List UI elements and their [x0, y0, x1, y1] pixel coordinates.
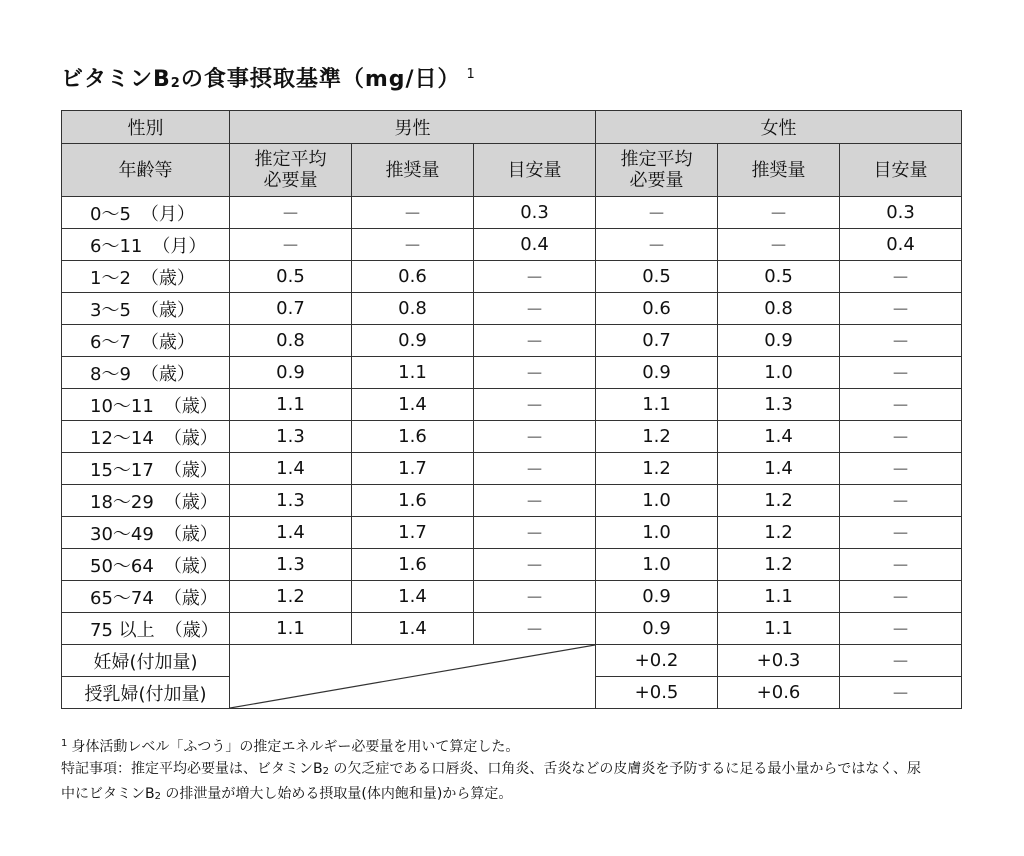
table-row — [62, 517, 962, 549]
age-cell: 6～7 （歳） — [62, 325, 230, 357]
header-male-ear: 推定平均 必要量 — [230, 144, 352, 197]
age-cell: 6～11 （月） — [62, 229, 230, 261]
age-cell: 30～49 （歳） — [62, 517, 230, 549]
header-female-ai: 目安量 — [840, 144, 962, 197]
title-subscript: 2 — [170, 76, 181, 91]
value-cell: 0.9 — [596, 357, 718, 389]
value-cell: 0.9 — [596, 613, 718, 645]
value-cell: － — [474, 293, 596, 325]
value-cell: 1.6 — [352, 421, 474, 453]
value-cell: － — [474, 485, 596, 517]
value-cell: － — [840, 325, 962, 357]
value-cell: － — [840, 677, 962, 709]
header-row-measures — [62, 144, 962, 197]
header-female-ear: 推定平均 必要量 — [596, 144, 718, 197]
header-male: 男性 — [230, 111, 596, 144]
diagonal-line — [230, 645, 595, 708]
age-cell: 12～14 （歳） — [62, 421, 230, 453]
value-cell: 1.6 — [352, 485, 474, 517]
title-footnote-mark: 1 — [466, 67, 476, 82]
value-cell: － — [840, 261, 962, 293]
age-cell: 15～17 （歳） — [62, 453, 230, 485]
footnotes — [61, 733, 981, 808]
value-cell: － — [840, 389, 962, 421]
value-cell: － — [352, 229, 474, 261]
value-cell: － — [474, 325, 596, 357]
special-note-cont: 中にビタミン$B_2$ の排泄量が増大し始める摂取量(体内飽和量)から算定。 — [61, 786, 513, 802]
value-cell: 0.8 — [230, 325, 352, 357]
table-row — [62, 293, 962, 325]
value-cell: － — [474, 357, 596, 389]
value-cell: 1.1 — [718, 613, 840, 645]
value-cell: 1.1 — [230, 613, 352, 645]
value-cell: 1.2 — [596, 453, 718, 485]
value-cell: +0.6 — [718, 677, 840, 709]
table-row — [62, 421, 962, 453]
value-cell: 1.3 — [230, 549, 352, 581]
value-cell: 0.3 — [840, 197, 962, 229]
value-cell: +0.5 — [596, 677, 718, 709]
table-row — [62, 485, 962, 517]
value-cell: － — [352, 197, 474, 229]
value-cell: 1.4 — [352, 581, 474, 613]
value-cell: 0.9 — [352, 325, 474, 357]
value-cell: － — [840, 453, 962, 485]
value-cell: 0.9 — [230, 357, 352, 389]
header-age: 年齢等 — [62, 144, 230, 197]
value-cell: 1.2 — [718, 549, 840, 581]
value-cell: － — [230, 197, 352, 229]
value-cell: 1.3 — [230, 421, 352, 453]
table-row-additional — [62, 645, 962, 677]
table-row — [62, 581, 962, 613]
value-cell: － — [474, 517, 596, 549]
value-cell: 1.6 — [352, 549, 474, 581]
value-cell: 1.0 — [596, 485, 718, 517]
age-cell: 1～2 （歳） — [62, 261, 230, 293]
value-cell: － — [840, 581, 962, 613]
value-cell: 0.3 — [474, 197, 596, 229]
value-cell: 1.2 — [230, 581, 352, 613]
age-cell: 8～9 （歳） — [62, 357, 230, 389]
value-cell: － — [596, 229, 718, 261]
table-row — [62, 261, 962, 293]
footnote-1: $^1$ 身体活動レベル「ふつう」の推定エネルギー必要量を用いて算定した。 — [61, 738, 520, 755]
value-cell: 0.5 — [596, 261, 718, 293]
table-row — [62, 357, 962, 389]
value-cell: 1.2 — [596, 421, 718, 453]
value-cell: 1.0 — [718, 357, 840, 389]
value-cell: 1.3 — [230, 485, 352, 517]
value-cell: 1.1 — [352, 357, 474, 389]
value-cell: － — [840, 613, 962, 645]
value-cell: 0.5 — [718, 261, 840, 293]
age-cell: 0～5 （月） — [62, 197, 230, 229]
value-cell: 1.0 — [596, 517, 718, 549]
value-cell: － — [474, 389, 596, 421]
value-cell: － — [474, 261, 596, 293]
value-cell: － — [840, 293, 962, 325]
value-cell: 0.9 — [596, 581, 718, 613]
value-cell: 0.7 — [596, 325, 718, 357]
age-cell: 50～64 （歳） — [62, 549, 230, 581]
special-note: 特記事項：推定平均必要量は、ビタミン$B_2$ の欠乏症である口唇炎、口角炎、舌炎などの皮膚炎を予防するに足る最小量からではなく、尿 — [61, 761, 922, 777]
value-cell: － — [230, 229, 352, 261]
table-row — [62, 197, 962, 229]
table-row — [62, 549, 962, 581]
age-cell: 18～29 （歳） — [62, 485, 230, 517]
value-cell: － — [474, 613, 596, 645]
value-cell: +0.3 — [718, 645, 840, 677]
value-cell: 0.8 — [352, 293, 474, 325]
value-cell: － — [474, 421, 596, 453]
not-applicable-cell — [230, 645, 596, 709]
age-cell: 3～5 （歳） — [62, 293, 230, 325]
value-cell: 1.1 — [596, 389, 718, 421]
value-cell: 0.8 — [718, 293, 840, 325]
title-text: ビタミンB — [61, 67, 171, 92]
value-cell: 0.4 — [474, 229, 596, 261]
value-cell: 1.7 — [352, 453, 474, 485]
value-cell: 1.4 — [718, 421, 840, 453]
age-cell: 65～74 （歳） — [62, 581, 230, 613]
value-cell: 1.2 — [718, 517, 840, 549]
value-cell: 0.4 — [840, 229, 962, 261]
value-cell: 1.4 — [718, 453, 840, 485]
value-cell: 1.4 — [352, 613, 474, 645]
value-cell: － — [474, 549, 596, 581]
value-cell: － — [718, 197, 840, 229]
value-cell: 0.9 — [718, 325, 840, 357]
value-cell: 1.0 — [596, 549, 718, 581]
header-female: 女性 — [596, 111, 962, 144]
value-cell: 1.1 — [230, 389, 352, 421]
value-cell: － — [840, 517, 962, 549]
group-cell: 妊婦(付加量) — [62, 645, 230, 677]
value-cell: 0.7 — [230, 293, 352, 325]
value-cell: － — [474, 581, 596, 613]
table-row — [62, 325, 962, 357]
table-row — [62, 229, 962, 261]
value-cell: － — [718, 229, 840, 261]
title-unit: の食事摂取基準（mg/日） — [180, 67, 461, 92]
value-cell: － — [840, 549, 962, 581]
table-row — [62, 453, 962, 485]
page-title — [61, 62, 476, 93]
header-row-sex — [62, 111, 962, 144]
header-male-rda: 推奨量 — [352, 144, 474, 197]
value-cell: － — [474, 453, 596, 485]
value-cell: － — [596, 197, 718, 229]
value-cell: － — [840, 357, 962, 389]
value-cell: 0.5 — [230, 261, 352, 293]
age-cell: 10～11 （歳） — [62, 389, 230, 421]
age-cell: 75 以上 （歳） — [62, 613, 230, 645]
value-cell: － — [840, 485, 962, 517]
intake-table — [61, 110, 962, 709]
value-cell: 1.4 — [352, 389, 474, 421]
table-row — [62, 389, 962, 421]
header-male-ai: 目安量 — [474, 144, 596, 197]
value-cell: 1.7 — [352, 517, 474, 549]
value-cell: 1.4 — [230, 453, 352, 485]
value-cell: 1.2 — [718, 485, 840, 517]
header-sex: 性別 — [62, 111, 230, 144]
value-cell: 1.1 — [718, 581, 840, 613]
value-cell: +0.2 — [596, 645, 718, 677]
value-cell: 1.4 — [230, 517, 352, 549]
value-cell: － — [840, 645, 962, 677]
value-cell: 0.6 — [352, 261, 474, 293]
group-cell: 授乳婦(付加量) — [62, 677, 230, 709]
value-cell: 1.3 — [718, 389, 840, 421]
header-female-rda: 推奨量 — [718, 144, 840, 197]
table-row — [62, 613, 962, 645]
value-cell: － — [840, 421, 962, 453]
value-cell: 0.6 — [596, 293, 718, 325]
